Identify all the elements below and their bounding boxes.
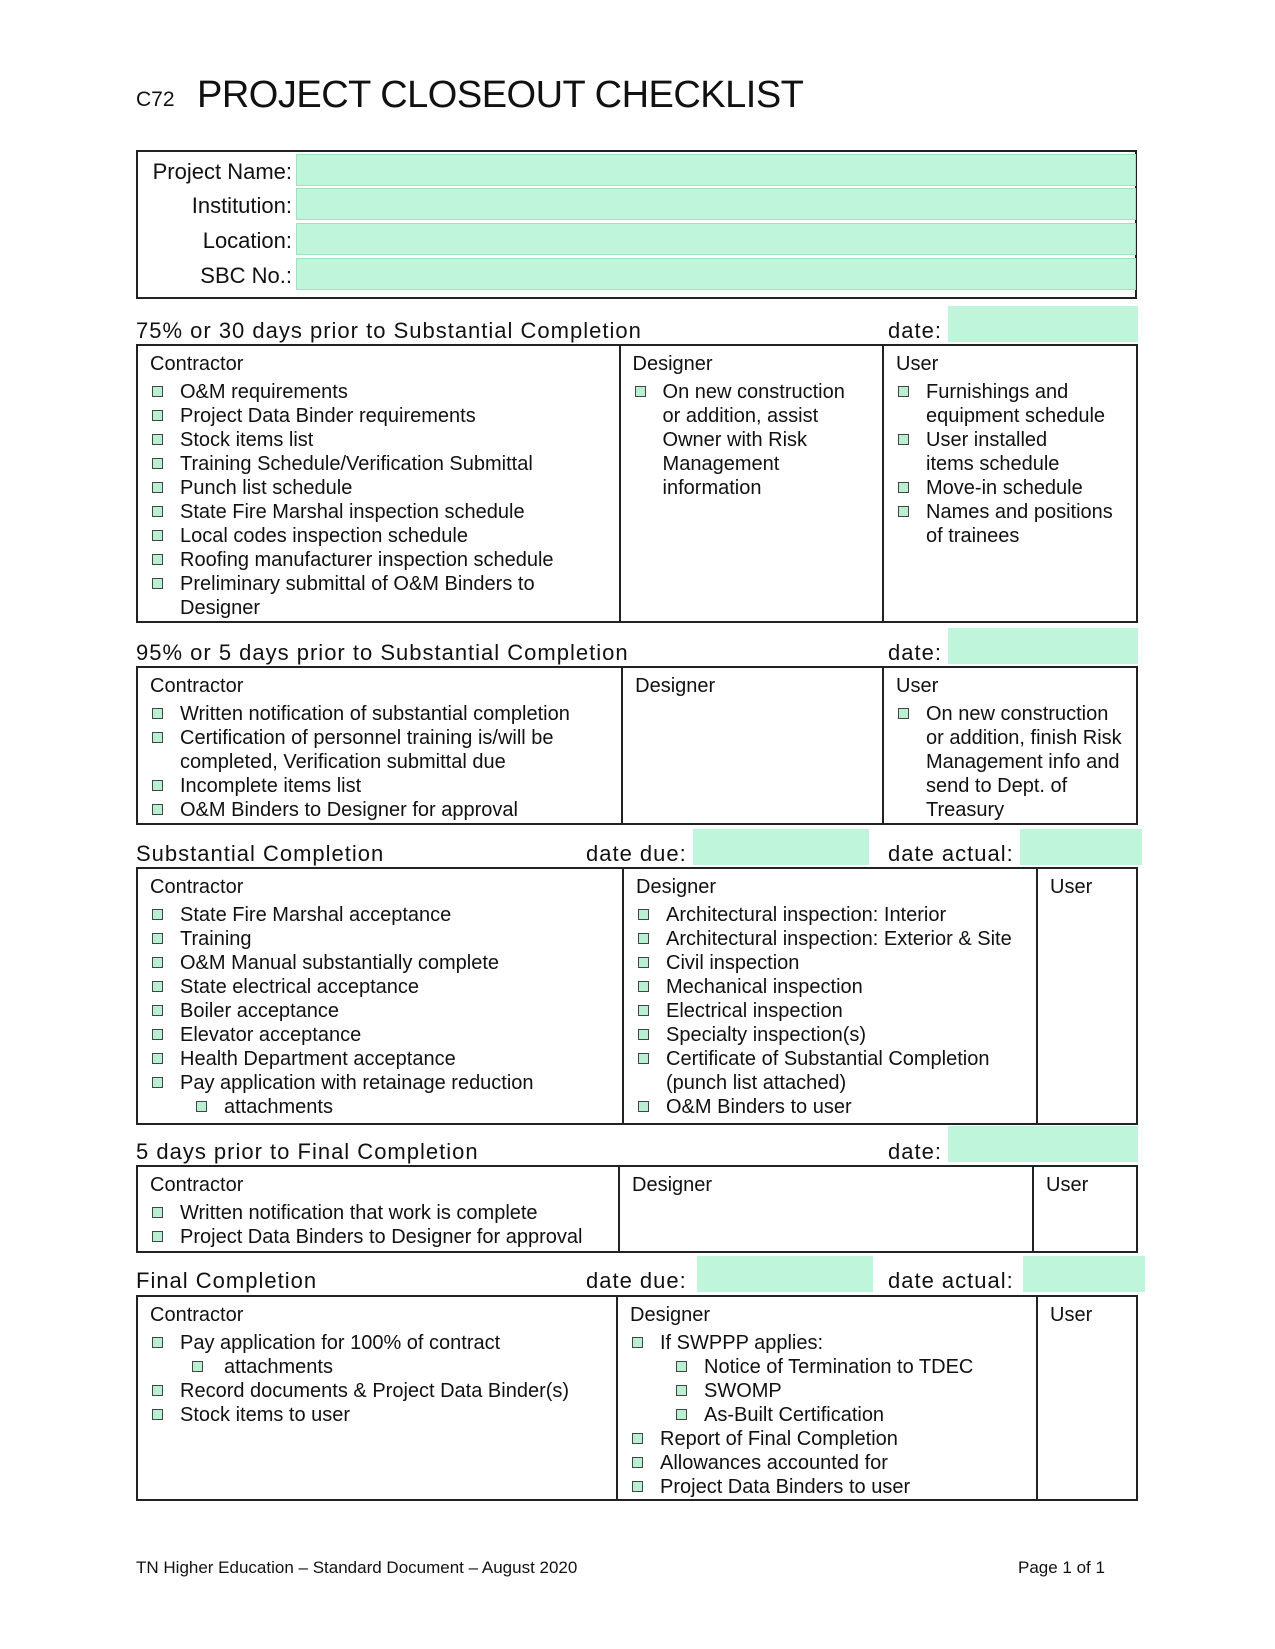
- checklist-item[interactable]: Project Data Binders to user: [630, 1475, 1026, 1499]
- section-5-designer-cell: [617, 1296, 1037, 1500]
- footer-left: TN Higher Education – Standard Document – August 2020: [136, 1558, 578, 1577]
- checklist-item[interactable]: Written notification that work is complete: [150, 1201, 608, 1225]
- checkbox-icon[interactable]: [196, 1101, 207, 1112]
- checklist-item[interactable]: Boiler acceptance: [150, 999, 612, 1023]
- checklist-item[interactable]: Preliminary submittal of O&M Binders to Designer: [150, 572, 550, 620]
- checklist-item[interactable]: Elevator acceptance: [150, 1023, 612, 1047]
- location-field[interactable]: [296, 223, 1136, 255]
- checkbox-icon[interactable]: [676, 1361, 687, 1372]
- checkbox-icon[interactable]: [152, 1005, 163, 1016]
- checklist-item[interactable]: Training Schedule/Verification Submittal: [150, 452, 609, 476]
- checklist-sub-item[interactable]: Notice of Termination to TDEC: [630, 1355, 1026, 1379]
- sbc-no-label: SBC No.:: [200, 263, 292, 288]
- institution-label: Institution:: [191, 193, 292, 218]
- checkbox-icon[interactable]: [152, 434, 163, 445]
- checklist-item[interactable]: Project Data Binder requirements: [150, 404, 609, 428]
- checkbox-icon[interactable]: [152, 1077, 163, 1088]
- checklist-item[interactable]: Roofing manufacturer inspection schedule: [150, 548, 609, 572]
- section-3-title: Substantial Completion: [136, 841, 385, 866]
- section-5-date-actual-field[interactable]: [1023, 1256, 1145, 1292]
- checklist-sub-item[interactable]: As-Built Certification: [630, 1403, 1026, 1427]
- section-1-contractor-cell: [137, 345, 620, 622]
- checkbox-icon[interactable]: [152, 780, 163, 791]
- checkbox-icon[interactable]: [152, 554, 163, 565]
- section-2-user-cell: [883, 667, 1137, 824]
- section-2-date-label: date:: [888, 640, 942, 665]
- checkbox-icon[interactable]: [632, 1433, 643, 1444]
- checkbox-icon[interactable]: [152, 933, 163, 944]
- column-head-user: User: [896, 353, 939, 375]
- checklist-item[interactable]: Training: [150, 927, 612, 951]
- checkbox-icon[interactable]: [152, 578, 163, 589]
- checkbox-icon[interactable]: [152, 708, 163, 719]
- checklist-item[interactable]: On new construction or addition, finish Risk Management info and send to Dept. of Treasury: [896, 702, 1126, 822]
- section-2-date-field[interactable]: [948, 628, 1138, 664]
- checkbox-icon[interactable]: [152, 981, 163, 992]
- checklist-item[interactable]: User installed items schedule: [896, 428, 1086, 476]
- section-4-title: 5 days prior to Final Completion: [136, 1139, 479, 1164]
- checkbox-icon[interactable]: [638, 933, 649, 944]
- checkbox-icon[interactable]: [152, 1337, 163, 1348]
- section-3-contractor-cell: [137, 868, 623, 1124]
- checklist-item[interactable]: On new construction or addition, assist Owner with Risk Management information: [633, 380, 863, 500]
- footer-page-number: Page 1 of 1: [1018, 1558, 1105, 1577]
- checkbox-icon[interactable]: [192, 1361, 203, 1372]
- section-5-contractor-cell: [137, 1296, 617, 1500]
- section-4-date-field[interactable]: [948, 1126, 1138, 1162]
- checkbox-icon[interactable]: [152, 1385, 163, 1396]
- checklist-item[interactable]: Certification of personnel training is/will be completed, Verification submittal due: [150, 726, 570, 774]
- checkbox-icon[interactable]: [632, 1481, 643, 1492]
- column-head-user: User: [1046, 1174, 1089, 1196]
- section-1-date-label: date:: [888, 318, 942, 343]
- column-head-designer: Designer: [636, 876, 717, 898]
- checkbox-icon[interactable]: [632, 1457, 643, 1468]
- institution-field[interactable]: [296, 188, 1136, 220]
- checklist-item[interactable]: Health Department acceptance: [150, 1047, 612, 1071]
- section-3-table: [136, 867, 1138, 1125]
- project-info-box: [136, 150, 1137, 299]
- section-3-date-actual-label: date actual:: [888, 841, 1014, 866]
- checklist-item[interactable]: O&M requirements: [150, 380, 609, 404]
- section-4-date-label: date:: [888, 1139, 942, 1164]
- column-head-designer: Designer: [635, 675, 716, 697]
- section-2-contractor-cell: [137, 667, 622, 824]
- column-head-designer: Designer: [630, 1304, 711, 1326]
- checkbox-icon[interactable]: [676, 1385, 687, 1396]
- section-5-date-due-field[interactable]: [697, 1256, 873, 1292]
- checklist-item[interactable]: Pay application with retainage reduction: [150, 1071, 612, 1095]
- section-5-table: [136, 1295, 1138, 1501]
- checkbox-icon[interactable]: [632, 1337, 643, 1348]
- column-head-user: User: [1050, 876, 1093, 898]
- checklist-item[interactable]: Mechanical inspection: [636, 975, 1026, 999]
- section-4-contractor-cell: [137, 1166, 619, 1252]
- section-2-designer-cell: [622, 667, 883, 824]
- section-3-date-due-label: date due:: [586, 841, 687, 866]
- checkbox-icon[interactable]: [152, 1029, 163, 1040]
- section-3-designer-cell: [623, 868, 1037, 1124]
- checklist-item[interactable]: Certificate of Substantial Completion (punch list attached): [636, 1047, 1006, 1095]
- section-3-user-cell: [1037, 868, 1137, 1124]
- checklist-item[interactable]: Project Data Binders to Designer for approval: [150, 1225, 608, 1249]
- page-title: PROJECT CLOSEOUT CHECKLIST: [197, 74, 804, 116]
- section-3-date-actual-field[interactable]: [1020, 829, 1142, 865]
- checklist-item[interactable]: Civil inspection: [636, 951, 1026, 975]
- checklist-item[interactable]: Allowances accounted for: [630, 1451, 1026, 1475]
- checkbox-icon[interactable]: [152, 1231, 163, 1242]
- checkbox-icon[interactable]: [152, 410, 163, 421]
- checklist-item[interactable]: State Fire Marshal acceptance: [150, 903, 612, 927]
- checklist-item[interactable]: O&M Manual substantially complete: [150, 951, 612, 975]
- checkbox-icon[interactable]: [152, 1207, 163, 1218]
- checkbox-icon[interactable]: [898, 386, 909, 397]
- checkbox-icon[interactable]: [152, 1409, 163, 1420]
- checklist-item[interactable]: Report of Final Completion: [630, 1427, 1026, 1451]
- checklist-item[interactable]: Punch list schedule: [150, 476, 609, 500]
- section-1-table: [136, 344, 1138, 623]
- section-1-date-field[interactable]: [948, 306, 1138, 342]
- checkbox-icon[interactable]: [638, 909, 649, 920]
- section-1-user-cell: [883, 345, 1137, 622]
- section-2-title: 95% or 5 days prior to Substantial Completion: [136, 640, 629, 665]
- section-2-table: [136, 666, 1138, 825]
- checkbox-icon[interactable]: [638, 957, 649, 968]
- checkbox-icon[interactable]: [152, 482, 163, 493]
- checkbox-icon[interactable]: [898, 506, 909, 517]
- checklist-item[interactable]: Stock items list: [150, 428, 609, 452]
- checkbox-icon[interactable]: [676, 1409, 687, 1420]
- checklist-item[interactable]: Written notification of substantial completion: [150, 702, 611, 726]
- checkbox-icon[interactable]: [638, 981, 649, 992]
- checklist-item[interactable]: Specialty inspection(s): [636, 1023, 1026, 1047]
- checklist-item[interactable]: O&M Binders to user: [636, 1095, 1026, 1119]
- section-1-designer-cell: [620, 345, 883, 622]
- checklist-item[interactable]: Electrical inspection: [636, 999, 1026, 1023]
- checkbox-icon[interactable]: [898, 482, 909, 493]
- column-head-user: User: [1050, 1304, 1093, 1326]
- sbc-no-field[interactable]: [296, 258, 1136, 290]
- column-head-contractor: Contractor: [150, 675, 244, 697]
- checkbox-icon[interactable]: [152, 530, 163, 541]
- checkbox-icon[interactable]: [152, 957, 163, 968]
- checklist-item[interactable]: State electrical acceptance: [150, 975, 612, 999]
- section-4-table: [136, 1165, 1138, 1253]
- checklist-item[interactable]: Architectural inspection: Exterior & Site: [636, 927, 1026, 951]
- checkbox-icon[interactable]: [638, 1053, 649, 1064]
- checkbox-icon[interactable]: [152, 909, 163, 920]
- checkbox-icon[interactable]: [638, 1029, 649, 1040]
- section-4-user-cell: [1033, 1166, 1137, 1252]
- column-head-user: User: [896, 675, 939, 697]
- checklist-item[interactable]: If SWPPP applies:: [630, 1331, 1026, 1355]
- checkbox-icon[interactable]: [152, 804, 163, 815]
- checklist-sub-item[interactable]: attachments: [150, 1355, 606, 1379]
- form-code: C72: [136, 88, 175, 111]
- column-head-designer: Designer: [632, 1174, 713, 1196]
- checkbox-icon[interactable]: [152, 732, 163, 743]
- column-head-designer: Designer: [632, 353, 713, 375]
- checklist-item[interactable]: State Fire Marshal inspection schedule: [150, 500, 609, 524]
- checklist-item[interactable]: Record documents & Project Data Binder(s): [150, 1379, 606, 1403]
- checklist-item[interactable]: Furnishings and equipment schedule: [896, 380, 1126, 428]
- checklist-item[interactable]: Names and positions of trainees: [896, 500, 1126, 548]
- checklist-item[interactable]: Move-in schedule: [896, 476, 1126, 500]
- checkbox-icon[interactable]: [152, 1053, 163, 1064]
- checkbox-icon[interactable]: [638, 1005, 649, 1016]
- project-name-label: Project Name:: [152, 159, 292, 184]
- checklist-item[interactable]: Pay application for 100% of contract: [150, 1331, 606, 1355]
- column-head-contractor: Contractor: [150, 876, 244, 898]
- section-5-date-actual-label: date actual:: [888, 1268, 1014, 1293]
- checklist-item[interactable]: Stock items to user: [150, 1403, 606, 1427]
- column-head-contractor: Contractor: [150, 1174, 244, 1196]
- checkbox-icon[interactable]: [152, 506, 163, 517]
- section-5-title: Final Completion: [136, 1268, 318, 1293]
- checklist-item[interactable]: Incomplete items list: [150, 774, 611, 798]
- checklist-sub-item[interactable]: SWOMP: [630, 1379, 1026, 1403]
- checkbox-icon[interactable]: [898, 708, 909, 719]
- section-1-title: 75% or 30 days prior to Substantial Completion: [136, 318, 642, 343]
- section-4-designer-cell: [619, 1166, 1033, 1252]
- section-5-date-due-label: date due:: [586, 1268, 687, 1293]
- checkbox-icon[interactable]: [898, 434, 909, 445]
- checkbox-icon[interactable]: [152, 386, 163, 397]
- column-head-contractor: Contractor: [150, 1304, 244, 1326]
- checklist-item[interactable]: Architectural inspection: Interior: [636, 903, 1026, 927]
- checklist-item[interactable]: Local codes inspection schedule: [150, 524, 609, 548]
- column-head-contractor: Contractor: [150, 353, 244, 375]
- checkbox-icon[interactable]: [152, 458, 163, 469]
- project-name-field[interactable]: [296, 154, 1136, 186]
- checklist-item[interactable]: O&M Binders to Designer for approval: [150, 798, 611, 822]
- checkbox-icon[interactable]: [635, 386, 646, 397]
- checklist-sub-item[interactable]: attachments: [150, 1095, 612, 1119]
- section-5-user-cell: [1037, 1296, 1137, 1500]
- section-3-date-due-field[interactable]: [693, 829, 869, 865]
- checkbox-icon[interactable]: [638, 1101, 649, 1112]
- location-label: Location:: [202, 228, 292, 253]
